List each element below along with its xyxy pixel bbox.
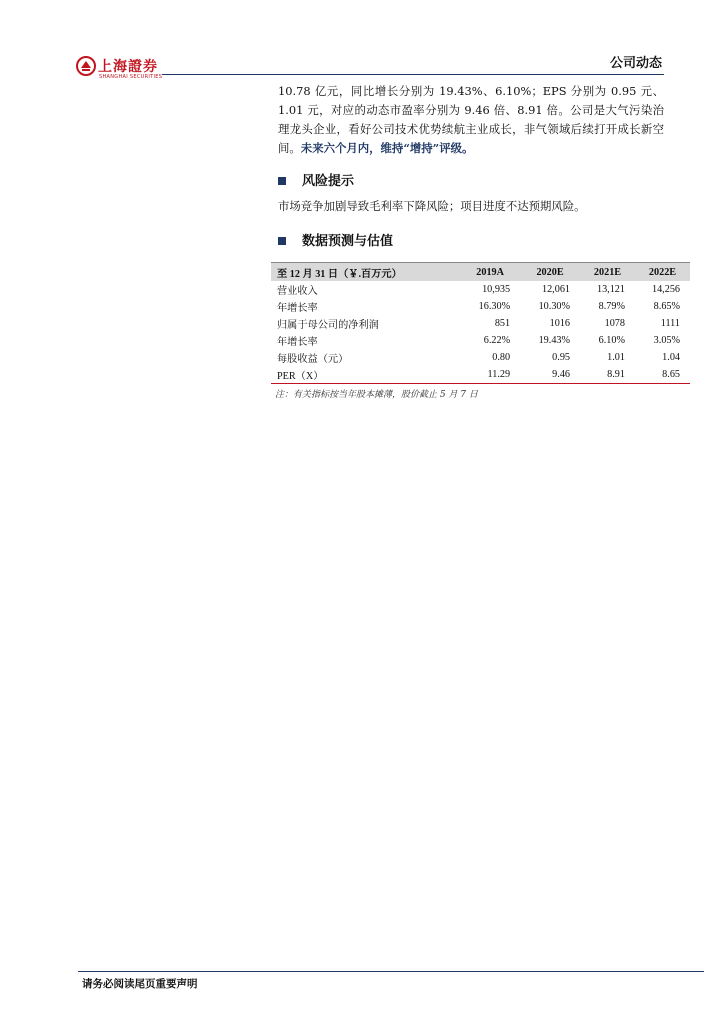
- risk-heading: [278, 170, 354, 189]
- table-header-cell: 至 12 月 31 日（￥.百万元）: [271, 263, 460, 282]
- table-cell: 6.22%: [483, 335, 511, 346]
- company-logo: [72, 54, 163, 84]
- table-cell: 1111: [660, 318, 680, 329]
- logo-text-cn: 上海證券: [98, 59, 158, 75]
- table-cell: 851: [494, 318, 511, 329]
- risk-title: 风险提示: [302, 174, 355, 189]
- row-label: 归属于母公司的净利润: [277, 320, 379, 331]
- logo-emblem-icon: [76, 56, 96, 76]
- header-divider: [162, 74, 664, 75]
- table-cell: 10,935: [482, 284, 511, 295]
- table-header-cell: 2020E: [520, 263, 580, 282]
- square-bullet-icon: [278, 177, 286, 185]
- table-cell: 8.79%: [598, 301, 625, 312]
- table-header-cell: 2021E: [580, 263, 635, 282]
- table-cell: 6.10%: [598, 335, 625, 346]
- intro-paragraph: [278, 82, 664, 158]
- table-row: [271, 349, 690, 366]
- table-cell: 16.30%: [478, 301, 511, 312]
- row-label: 营业收入: [277, 286, 318, 297]
- table-row: [271, 366, 690, 384]
- table-cell: 8.91: [580, 366, 635, 384]
- table-cell: 8.65: [635, 366, 690, 384]
- table-row: [271, 315, 690, 332]
- table-cell: 1.01: [607, 352, 625, 363]
- forecast-title: 数据预测与估值: [302, 234, 394, 249]
- table-row: [271, 298, 690, 315]
- square-bullet-icon: [278, 237, 286, 245]
- forecast-heading: [278, 230, 393, 249]
- table-cell: 1078: [604, 318, 625, 329]
- footer-divider: [78, 971, 704, 972]
- table-cell: 10.30%: [538, 301, 570, 312]
- table-cell: 1016: [549, 318, 570, 329]
- table-cell: 13,121: [596, 284, 625, 295]
- table-header-cell: 2019A: [460, 263, 520, 282]
- table-cell: 1.04: [662, 352, 680, 363]
- intro-text: 10.78 亿元，同比增长分别为 19.43%、6.10%；EPS 分别为 0.95 元、1.01 元，对应的动态市盈率分别为 9.46 倍、8.91 倍。公司是大气污染治理龙头企业，看好公司技术优势续航主业成长，非气领域后续打开成长新空间。: [278, 84, 664, 155]
- table-row: [271, 281, 690, 298]
- logo-text-en: SHANGHAI SECURITIES: [99, 74, 163, 80]
- footer-disclaimer: 请务必阅读尾页重要声明: [82, 978, 198, 990]
- row-label: PER（X）: [271, 366, 460, 384]
- table-cell: 11.29: [460, 366, 520, 384]
- table-cell: 3.05%: [653, 335, 680, 346]
- forecast-table: [271, 262, 690, 384]
- table-cell: 8.65%: [653, 301, 680, 312]
- table-cell: 9.46: [520, 366, 580, 384]
- row-label: 年增长率: [277, 337, 318, 348]
- row-label: 每股收益（元）: [277, 354, 349, 365]
- table-note: 注：有关指标按当年股本摊薄，股价截止 5 月 7 日: [275, 390, 478, 400]
- table-cell: 19.43%: [538, 335, 570, 346]
- table-cell: 14,256: [651, 284, 680, 295]
- row-label: 年增长率: [277, 303, 318, 314]
- rating-highlight: 未来六个月内，维持“增持”评级。: [300, 141, 474, 155]
- table-cell: 12,061: [541, 284, 570, 295]
- risk-text: 市场竞争加剧导致毛利率下降风险；项目进度不达预期风险。: [278, 199, 586, 213]
- table-header-row: [271, 263, 690, 282]
- table-cell: 0.80: [492, 352, 511, 363]
- section-tag: 公司动态: [609, 56, 662, 71]
- table-header-cell: 2022E: [635, 263, 690, 282]
- table-cell: 0.95: [552, 352, 570, 363]
- table-row: [271, 332, 690, 349]
